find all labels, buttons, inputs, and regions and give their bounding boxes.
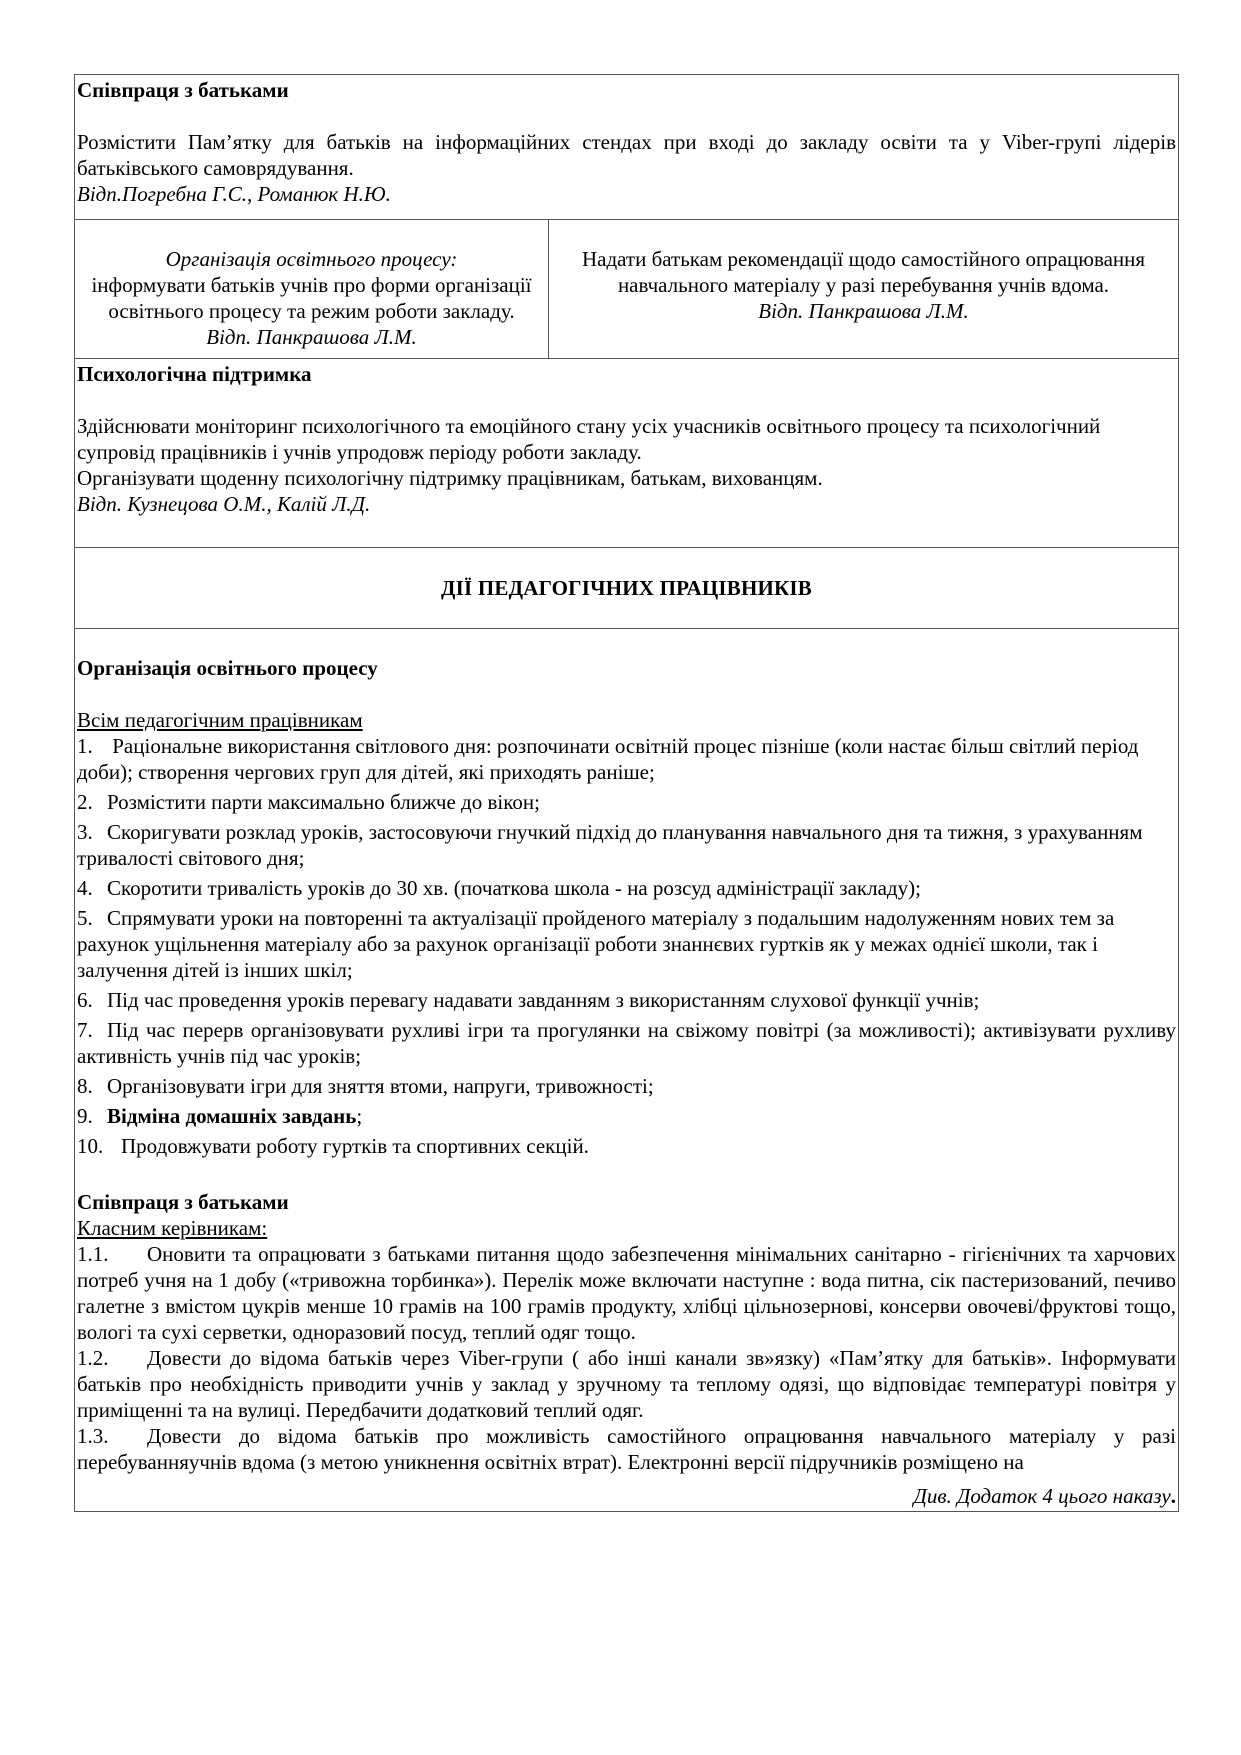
item-number: 6.: [77, 988, 93, 1012]
list-item: [77, 905, 1176, 983]
list-item: [77, 819, 1176, 871]
row-parents-cooperation: [75, 75, 1179, 220]
item-text: Спрямувати уроки на повторенні та актуалізації пройденого матеріалу з подальшим надолуженням нових тем за рахунок ущільнення матеріалу або за рахунок організації роботи знаннєвих гуртків як у межах однієї школи, так і залучення дітей із інших шкіл;: [77, 906, 1115, 982]
row-title: [75, 548, 1179, 629]
psychology-heading: Психологічна підтримка: [77, 362, 312, 386]
list-item: [77, 987, 1176, 1013]
left-heading: Організація освітнього процесу:: [165, 247, 458, 271]
item-text: Розмістити парти максимально ближче до вікон;: [107, 790, 540, 814]
appendix-link[interactable]: Див. Додаток 4 цього наказу: [913, 1484, 1171, 1508]
cell-left: [75, 220, 549, 359]
item-number: 1.2.: [77, 1346, 109, 1370]
responsible-persons: Відп.Погребна Г.С., Романюк Н.Ю.: [77, 182, 391, 206]
item-number: 1.1.: [77, 1242, 109, 1266]
item-text: Скоротити тривалість уроків до 30 хв. (початкова школа - на розсуд адміністрації закладу);: [107, 876, 921, 900]
section-heading: Співпраця з батьками: [77, 78, 289, 102]
item-number: 1.3.: [77, 1424, 109, 1448]
appendix-reference: Див. Додаток 4 цього наказу.: [913, 1484, 1176, 1508]
item-text: Продовжувати роботу гуртків та спортивних секцій.: [121, 1134, 589, 1158]
item-number: 3.: [77, 820, 93, 844]
right-text: Надати батькам рекомендації щодо самостійного опрацювання навчального матеріалу у разі перебування учнів вдома.: [581, 247, 1146, 297]
item-text: Раціональне використання світлового дня: розпочинати освітній процес пізніше (коли настає більш світлий період доби); створення чергових груп для дітей, які приходять раніше;: [77, 734, 1139, 784]
cell-psychology: [75, 359, 1179, 548]
cell-main: [75, 629, 1179, 1512]
item-text: Скоригувати розклад уроків, застосовуючи гнучкий підхід до планування навчального дня та тижня, з урахуванням тривалості світового дня;: [77, 820, 1143, 870]
parents-coop-heading: Співпраця з батьками: [77, 1190, 289, 1214]
item-text: Організовувати ігри для зняття втоми, напруги, тривожності;: [107, 1074, 654, 1098]
row-main: [75, 629, 1179, 1512]
list-item: [77, 1017, 1176, 1069]
item-number: 4.: [77, 876, 93, 900]
education-list: [77, 733, 1176, 1159]
list-item: [77, 1073, 1176, 1099]
list-item: [77, 1423, 1176, 1475]
cell-title: [75, 548, 1179, 629]
left-responsible: Відп. Панкрашова Л.М.: [206, 325, 417, 349]
section-title: ДІЇ ПЕДАГОГІЧНИХ ПРАЦІВНИКІВ: [440, 576, 813, 600]
item-number: 1.: [77, 734, 93, 758]
item-number: 5.: [77, 906, 93, 930]
item-number: 8.: [77, 1074, 93, 1098]
item-text: Під час проведення уроків перевагу надавати завданням з використанням слухової функції учнів;: [107, 988, 980, 1012]
item-number: 7.: [77, 1018, 93, 1042]
list-item: [77, 1133, 1176, 1159]
psychology-responsible: Відп. Кузнецова О.М., Калій Л.Д.: [77, 492, 371, 516]
list-item: [77, 1103, 1176, 1129]
item-text: Під час перерв організовувати рухливі ігри та прогулянки на свіжому повітрі (за можливості); активізувати рухливу активність учнів під час уроків;: [77, 1018, 1176, 1068]
education-heading: Організація освітнього процесу: [77, 656, 378, 680]
item-number: 10.: [77, 1134, 104, 1158]
parents-coop-audience: Класним керівникам:: [77, 1216, 268, 1240]
list-item: [77, 789, 1176, 815]
item-text: Довести до відома батьків про можливість самостійного опрацювання навчального матеріалу у разі перебуванняучнів вдома (з метою уникнення освітніх втрат). Електронні версії підручників розміщено на: [77, 1424, 1176, 1474]
parents-coop-list: [77, 1241, 1176, 1475]
document-table: [74, 74, 1179, 1512]
list-item: [77, 875, 1176, 901]
item-text: Довести до відома батьків через Viber-групи ( або інші канали зв»язку) «Пам’ятку для батьків». Інформувати батьків про необхідність приводити учнів у заклад у зручному та теплому одязі, що відповідає температурі повітря у приміщенні та на вулиці. Передбачити додатковий теплий одяг.: [77, 1346, 1176, 1422]
list-item: [77, 733, 1176, 785]
cell-right: [549, 220, 1179, 359]
cell-parents-cooperation: [75, 75, 1179, 220]
item-number: 9.: [77, 1104, 93, 1128]
row-split: [75, 220, 1179, 359]
psychology-text-2: Організувати щоденну психологічну підтримку працівникам, батькам, вихованцям.: [77, 466, 823, 490]
education-audience: Всім педагогічним працівникам: [77, 708, 363, 732]
item-text: Відміна домашніх завдань: [107, 1104, 357, 1128]
right-responsible: Відп. Панкрашова Л.М.: [758, 299, 969, 323]
psychology-text-1: Здійснювати моніторинг психологічного та емоційного стану усіх учасників освітнього процесу та психологічний супровід працівників і учнів упродовж періоду роботи закладу.: [77, 414, 1101, 464]
item-suffix: ;: [356, 1104, 363, 1128]
section-text: Розмістити Пам’ятку для батьків на інформаційних стендах при вході до закладу освіти та у Viber-групі лідерів батьківського самоврядування.: [77, 130, 1176, 180]
row-psychology: [75, 359, 1179, 548]
item-number: 2.: [77, 790, 93, 814]
item-text: Оновити та опрацювати з батьками питання щодо забезпечення мінімальних санітарно - гігієнічних та харчових потреб учня на 1 добу («тривожна торбинка»). Перелік може включати наступне : вода питна, сік пастеризований, печиво галетне з вмістом цукрів менше 10 грамів на 100 грамів продукту, хлібці цільнозернові, консерви овочеві/фруктові тощо, вологі та сухі серветки, одноразовий посуд, теплий одяг тощо.: [77, 1242, 1176, 1344]
list-item: [77, 1241, 1176, 1345]
list-item: [77, 1345, 1176, 1423]
left-text: інформувати батьків учнів про форми організації освітнього процесу та режим роботи закладу.: [91, 273, 532, 323]
